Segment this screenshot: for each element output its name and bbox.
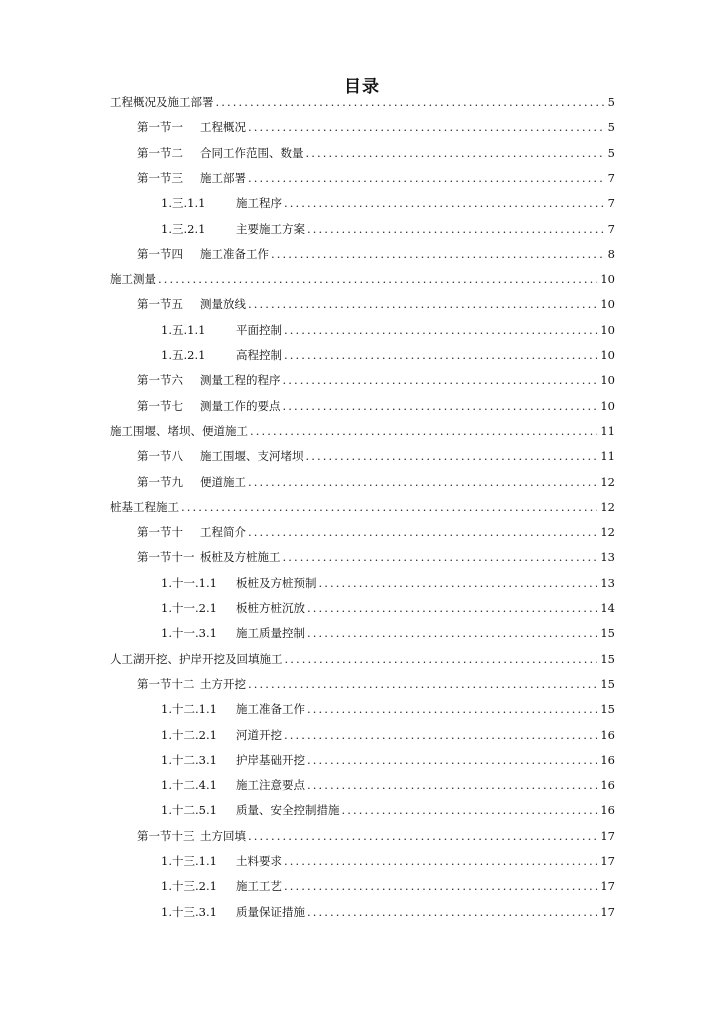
toc-entry-number: 第一节八 [137, 449, 183, 464]
toc-entry[interactable] [137, 295, 615, 313]
toc-entry[interactable] [137, 548, 615, 566]
toc-entry-page-number: 10 [600, 398, 615, 413]
toc-entry-page-number: 13 [600, 575, 615, 590]
toc-entry-number: 1.十二.3.1 [161, 752, 217, 767]
toc-entry-text: 施工围堰、支河堵坝 [200, 449, 304, 464]
toc-entry[interactable] [110, 270, 615, 288]
toc-entry-number: 第一节七 [137, 398, 183, 413]
toc-entry-text: 板桩及方桩施工 [200, 550, 281, 565]
toc-entry-text: 工程概况及施工部署 [110, 95, 214, 109]
toc-entry-page-number: 17 [600, 879, 615, 894]
toc-entry-number: 1.十二.2.1 [161, 727, 217, 742]
toc-entry-text: 施工注意要点 [236, 778, 305, 793]
toc-entry-page-number: 15 [600, 626, 615, 641]
dot-leader [283, 397, 598, 415]
toc-entry[interactable] [137, 169, 615, 187]
toc-entry-number: 1.十二.5.1 [161, 803, 217, 818]
toc-entry-text: 合同工作范围、数量 [200, 145, 304, 160]
toc-entry-number: 1.三.2.1 [161, 221, 206, 236]
toc-entry-page-number: 7 [607, 221, 615, 236]
toc-entry-page-number: 12 [600, 525, 615, 540]
dot-leader [307, 776, 597, 794]
toc-entry[interactable] [161, 346, 615, 364]
toc-entry-text: 人工湖开挖、护岸开挖及回填施工 [110, 651, 283, 666]
dot-leader [284, 321, 597, 339]
toc-entry[interactable] [161, 852, 615, 870]
dot-leader [307, 903, 597, 921]
toc-entry-text: 平面控制 [236, 322, 282, 337]
toc-entry[interactable] [137, 371, 615, 389]
toc-entry[interactable] [161, 903, 615, 921]
dot-leader [285, 650, 598, 668]
dot-leader [158, 270, 597, 288]
toc-entry-text: 测量放线 [200, 297, 246, 312]
toc-entry-text: 土方开挖 [200, 676, 246, 691]
toc-entry-number: 第一节四 [137, 246, 183, 261]
toc-entry-text: 施工部署 [200, 170, 246, 185]
toc-entry-page-number: 15 [600, 651, 615, 666]
toc-entry-text: 工程概况 [200, 120, 246, 135]
toc-entry-text: 板桩方桩沉放 [236, 601, 305, 615]
toc-entry-page-number: 10 [600, 272, 615, 287]
dot-leader [307, 624, 597, 642]
toc-entry-number: 1.十一.1.1 [161, 575, 217, 590]
toc-entry-number: 1.五.1.1 [161, 322, 206, 337]
toc-entry-page-number: 13 [600, 550, 615, 565]
toc-entry-number: 第一节十二 [137, 676, 195, 691]
toc-entry-page-number: 12 [600, 499, 615, 514]
toc-entry[interactable] [161, 801, 615, 819]
toc-entry[interactable] [137, 675, 615, 693]
toc-entry[interactable] [161, 877, 615, 895]
toc-entry[interactable] [137, 397, 615, 415]
dot-leader [283, 371, 598, 389]
toc-entry-text: 施工测量 [110, 272, 156, 287]
toc-entry-text: 测量工作的要点 [200, 398, 281, 413]
toc-entry-number: 1.十一.2.1 [161, 601, 217, 615]
toc-entry-number: 第一节六 [137, 373, 183, 388]
toc-entry-page-number: 11 [600, 449, 615, 464]
toc-entry-text: 测量工程的程序 [200, 373, 281, 388]
toc-entry-text: 土料要求 [236, 854, 282, 868]
toc-entry-text: 质量保证措施 [236, 904, 305, 919]
toc-entry-text: 施工准备工作 [236, 702, 305, 717]
toc-entry[interactable] [161, 321, 615, 339]
toc-entry-page-number: 10 [600, 373, 615, 388]
toc-entry-page-number: 17 [600, 904, 615, 919]
toc-entry-page-number: 10 [600, 297, 615, 312]
dot-leader [248, 523, 597, 541]
toc-entry-number: 1.十三.3.1 [161, 904, 217, 919]
toc-entry[interactable] [161, 776, 615, 794]
toc-entry[interactable] [161, 599, 615, 617]
toc-entry[interactable] [110, 93, 615, 111]
toc-entry[interactable] [161, 751, 615, 769]
toc-entry-number: 1.五.2.1 [161, 348, 206, 362]
dot-leader [248, 473, 597, 491]
toc-entry-page-number: 7 [607, 196, 615, 211]
dot-leader [284, 852, 597, 870]
dot-leader [248, 169, 605, 187]
toc-entry-text: 施工工艺 [236, 879, 282, 894]
toc-entry-page-number: 10 [600, 348, 615, 362]
dot-leader [284, 877, 597, 895]
dot-leader [307, 599, 597, 617]
dot-leader [181, 498, 597, 516]
toc-entry-number: 第一节二 [137, 145, 183, 160]
dot-leader [307, 700, 597, 718]
dot-leader [342, 801, 598, 819]
toc-entry-text: 土方回填 [200, 828, 246, 843]
toc-entry[interactable] [137, 144, 615, 162]
toc-entry-page-number: 8 [607, 246, 615, 261]
toc-entry-text: 便道施工 [200, 474, 246, 489]
toc-entry[interactable] [161, 624, 615, 642]
toc-entry-page-number: 11 [600, 423, 615, 438]
dot-leader [307, 220, 605, 238]
toc-entry-page-number: 5 [607, 95, 615, 109]
toc-entry-number: 1.十三.1.1 [161, 854, 217, 868]
toc-entry-text: 河道开挖 [236, 727, 282, 742]
toc-entry-page-number: 16 [600, 778, 615, 793]
dot-leader [307, 751, 597, 769]
toc-entry[interactable] [137, 118, 615, 136]
toc-entry-page-number: 14 [600, 601, 615, 615]
toc-entry-page-number: 15 [600, 676, 615, 691]
toc-entry-text: 主要施工方案 [236, 221, 305, 236]
toc-entry-number: 第一节三 [137, 170, 183, 185]
toc-entry-number: 1.十一.3.1 [161, 626, 217, 641]
toc-entry-number: 1.十三.2.1 [161, 879, 217, 894]
dot-leader [283, 548, 598, 566]
toc-entry[interactable] [137, 827, 615, 845]
toc-entry-page-number: 5 [607, 120, 615, 135]
toc-entry[interactable] [137, 447, 615, 465]
toc-entry[interactable] [161, 574, 615, 592]
toc-entry-number: 1.三.1.1 [161, 196, 206, 211]
toc-title: 目录 [344, 77, 380, 97]
dot-leader [284, 346, 597, 364]
toc-entry[interactable] [161, 726, 615, 744]
toc-entry[interactable] [137, 473, 615, 491]
dot-leader [319, 574, 598, 592]
toc-entry-text: 高程控制 [236, 348, 282, 362]
toc-entry-page-number: 15 [600, 702, 615, 717]
dot-leader [306, 447, 598, 465]
toc-entry[interactable] [110, 498, 615, 516]
toc-entry-number: 第一节九 [137, 474, 183, 489]
dot-leader [248, 675, 597, 693]
dot-leader [248, 295, 597, 313]
dot-leader [248, 118, 605, 136]
toc-entry-text: 施工围堰、堵坝、便道施工 [110, 423, 248, 438]
toc-entry[interactable] [161, 700, 615, 718]
toc-entry[interactable] [110, 650, 615, 668]
toc-entry-text: 质量、安全控制措施 [236, 803, 340, 818]
toc-entry[interactable] [137, 523, 615, 541]
toc-entry-number: 第一节十三 [137, 828, 195, 843]
toc-entry-text: 工程简介 [200, 525, 246, 540]
toc-entry-text: 桩基工程施工 [110, 499, 179, 514]
toc-entry-page-number: 16 [600, 752, 615, 767]
toc-entry-page-number: 5 [607, 145, 615, 160]
toc-entry-text: 施工准备工作 [200, 246, 269, 261]
toc-entry[interactable] [110, 422, 615, 440]
dot-leader [306, 144, 605, 162]
toc-entry-number: 第一节十一 [137, 550, 195, 565]
dot-leader [216, 93, 605, 111]
toc-entry-number: 第一节五 [137, 297, 183, 312]
toc-entry-number: 1.十二.4.1 [161, 778, 217, 793]
toc-entry-text: 施工程序 [236, 196, 282, 211]
toc-entry-page-number: 16 [600, 727, 615, 742]
dot-leader [284, 194, 605, 212]
dot-leader [284, 726, 597, 744]
toc-entry-page-number: 12 [600, 474, 615, 489]
toc-entry[interactable] [161, 220, 615, 238]
toc-entry[interactable] [137, 245, 615, 263]
toc-entry-page-number: 17 [600, 854, 615, 868]
toc-entry-number: 1.十二.1.1 [161, 702, 217, 717]
toc-entry-page-number: 7 [607, 170, 615, 185]
toc-entry-text: 护岸基础开挖 [236, 752, 305, 767]
toc-entry-text: 施工质量控制 [236, 626, 305, 641]
toc-entry-page-number: 16 [600, 803, 615, 818]
dot-leader [248, 827, 597, 845]
toc-entry[interactable] [161, 194, 615, 212]
toc-entry-text: 板桩及方桩预制 [236, 575, 317, 590]
dot-leader [250, 422, 597, 440]
toc-entry-page-number: 10 [600, 322, 615, 337]
dot-leader [271, 245, 605, 263]
toc-entry-number: 第一节十 [137, 525, 183, 540]
toc-entry-page-number: 17 [600, 828, 615, 843]
toc-entry-number: 第一节一 [137, 120, 183, 135]
